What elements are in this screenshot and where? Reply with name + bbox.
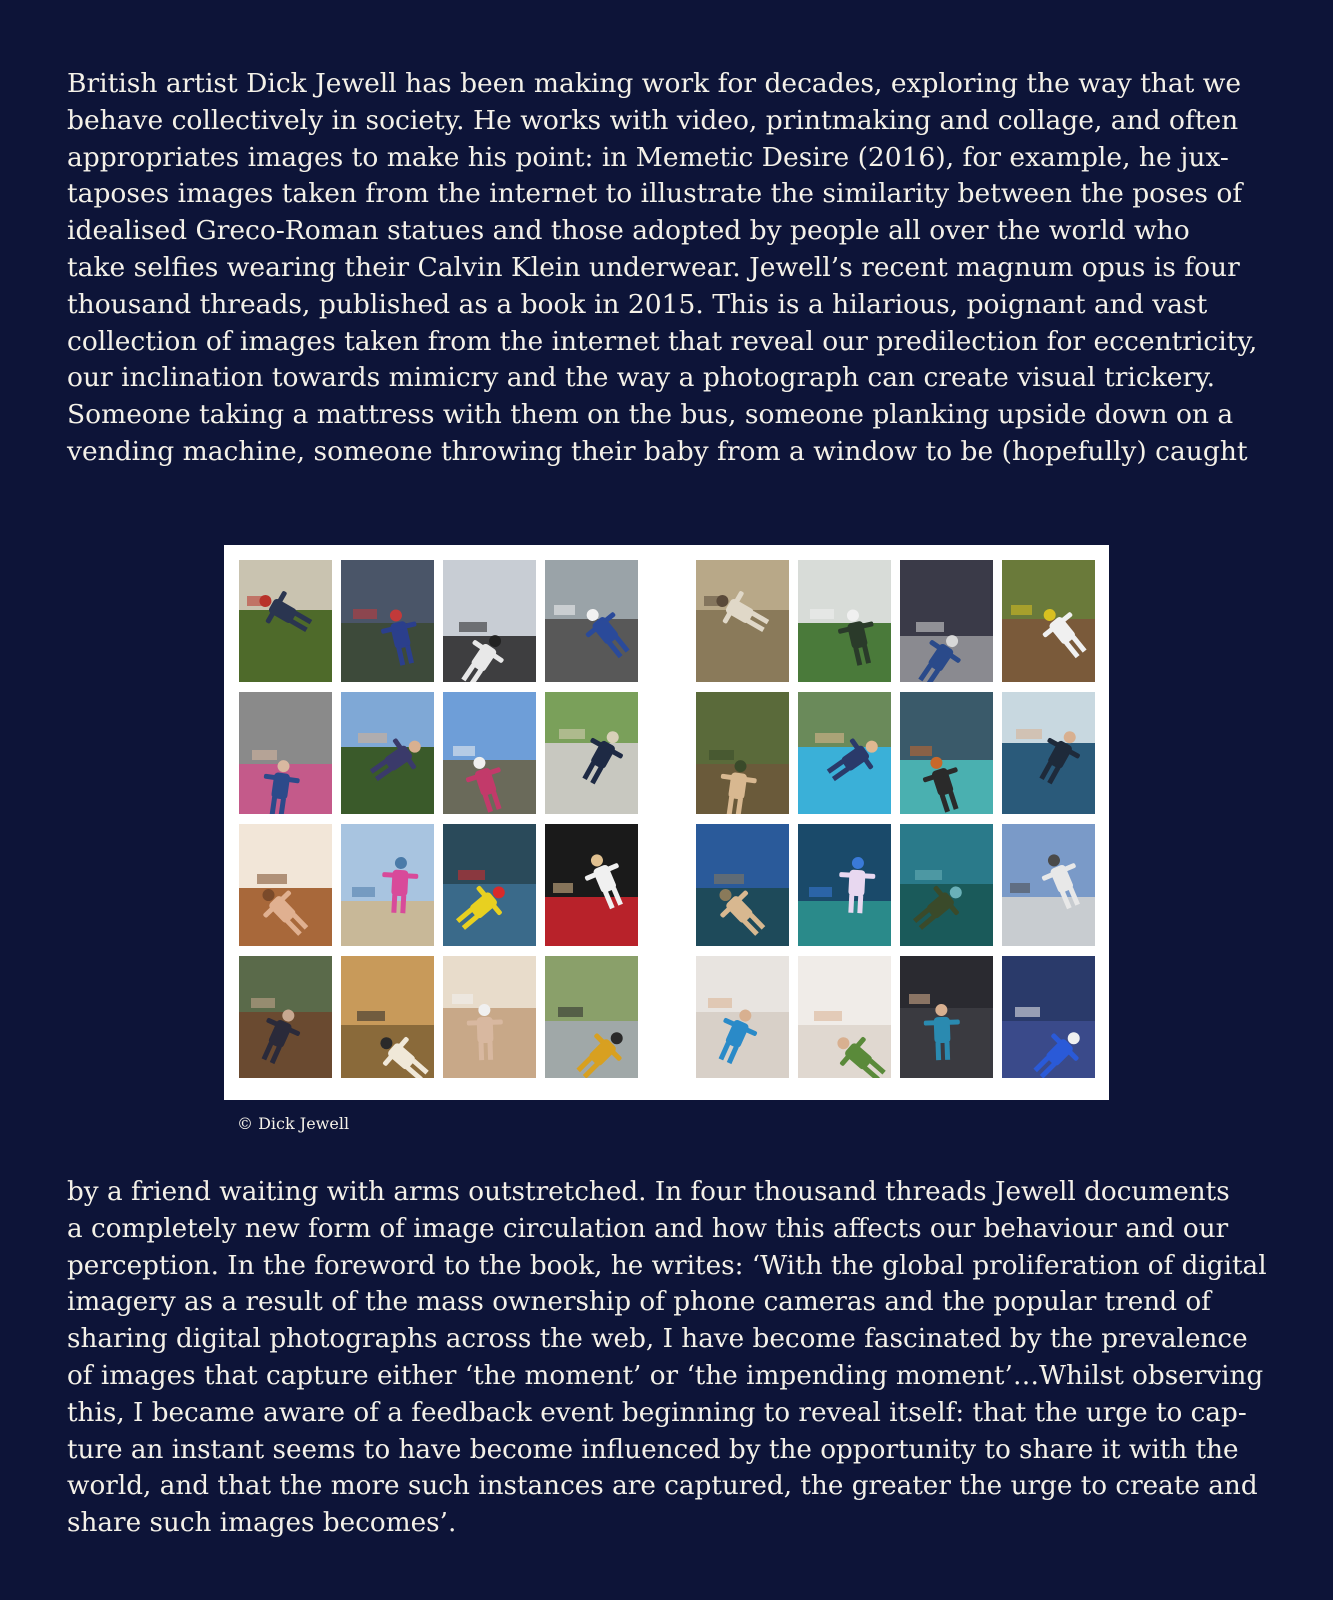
- image-credit-caption: © Dick Jewell: [237, 1114, 350, 1133]
- seaside-jump-photo: [341, 692, 434, 814]
- text-line: world, and that the more such instances are captured, the greater the urge to create and: [67, 1471, 1258, 1502]
- text-line: appropriates images to make his point: in Memetic Desire (2016), for example, he jux-: [67, 141, 1229, 173]
- text-line: British artist Dick Jewell has been making work for decades, exploring the way that we: [67, 68, 1242, 99]
- dirt-bike-jump-photo: [1002, 560, 1095, 682]
- underwater-shark-photo: [798, 824, 891, 946]
- gym-acrobats-photo: [798, 560, 891, 682]
- text-line: sharing digital photographs across the web, I have become fascinated by the prevalence: [67, 1324, 1248, 1355]
- article-paragraph-bottom: [67, 1174, 1267, 1542]
- text-line: take selfies wearing their Calvin Klein underwear. Jewell’s recent magnum opus is four: [67, 251, 1240, 283]
- text-line: vending machine, someone throwing their baby from a window to be (hopefully) caught: [67, 435, 1248, 467]
- basketball-dunk-photo: [1002, 956, 1095, 1078]
- bicycle-fall-photo: [239, 560, 332, 682]
- text-line: perception. In the foreword to the book, he writes: ‘With the global proliferation of digital: [67, 1250, 1267, 1281]
- text-line: share such images becomes’.: [67, 1508, 457, 1539]
- flood-wall-photo: [545, 692, 638, 814]
- underwater-statue-photo: [900, 824, 993, 946]
- sand-headstand-photo: [443, 956, 536, 1078]
- gymnast-ball-photo: [696, 956, 789, 1078]
- text-line: collection of images taken from the internet that reveal our predilection for eccentricity,: [67, 325, 1258, 357]
- book-spread-image: [224, 545, 1109, 1100]
- motorbike-wheelie-photo: [341, 560, 434, 682]
- lake-backflip-photo: [1002, 692, 1095, 814]
- playground-flip-photo: [239, 956, 332, 1078]
- text-line: of images that capture either ‘the moment’ or ‘the impending moment’…Whilst observing: [67, 1360, 1264, 1391]
- bike-crash-photo: [545, 560, 638, 682]
- text-line: taposes images taken from the internet to illustrate the similarity between the poses of: [67, 178, 1243, 210]
- pool-handstand-photo: [798, 692, 891, 814]
- text-line: this, I became aware of a feedback event beginning to reveal itself: that the urge to cap-: [67, 1397, 1247, 1428]
- text-line: by a friend waiting with arms outstretched. In four thousand threads Jewell documents: [67, 1177, 1230, 1207]
- gymnast-hoop-photo: [900, 956, 993, 1078]
- text-line: ture an instant seems to have become influenced by the opportunity to share it with the: [67, 1434, 1239, 1465]
- tumbling-dog-photo: [696, 560, 789, 682]
- right-page-grid: [696, 560, 1095, 1078]
- text-line: behave collectively in society. He works with video, printmaking and collage, and often: [67, 104, 1239, 136]
- beach-splash-photo: [341, 824, 434, 946]
- jetski-photo: [443, 824, 536, 946]
- swamp-dive-photo: [696, 692, 789, 814]
- text-line: imagery as a result of the mass ownership of phone cameras and the popular trend of: [67, 1287, 1211, 1318]
- text-line: idealised Greco-Roman statues and those adopted by people all over the world who: [67, 215, 1190, 247]
- pool-dive-photo: [900, 692, 993, 814]
- leap-in-jeans-photo: [239, 692, 332, 814]
- scooter-rider-photo: [443, 560, 536, 682]
- text-line: a completely new form of image circulation and how this affects our behaviour and our: [67, 1213, 1229, 1244]
- left-page-grid: [239, 560, 638, 1078]
- text-line: our inclination towards mimicry and the way a photograph can create visual trickery.: [67, 362, 1215, 394]
- red-carpet-fall-photo: [545, 824, 638, 946]
- pier-jump-photo: [696, 824, 789, 946]
- gymnast-ribbon-photo: [798, 956, 891, 1078]
- skatepark-flip-photo: [900, 560, 993, 682]
- article-paragraph-top: [67, 66, 1267, 471]
- text-line: Someone taking a mattress with them on the bus, someone planking upside down on a: [67, 399, 1234, 431]
- rain-slip-photo: [545, 956, 638, 1078]
- wedding-fall-photo: [341, 956, 434, 1078]
- christ-statue-photo: [1002, 824, 1095, 946]
- text-line: thousand threads, published as a book in 2015. This is a hilarious, poignant and vast: [67, 288, 1208, 320]
- lighthouse-crowd-photo: [443, 692, 536, 814]
- sand-dive-photo: [239, 824, 332, 946]
